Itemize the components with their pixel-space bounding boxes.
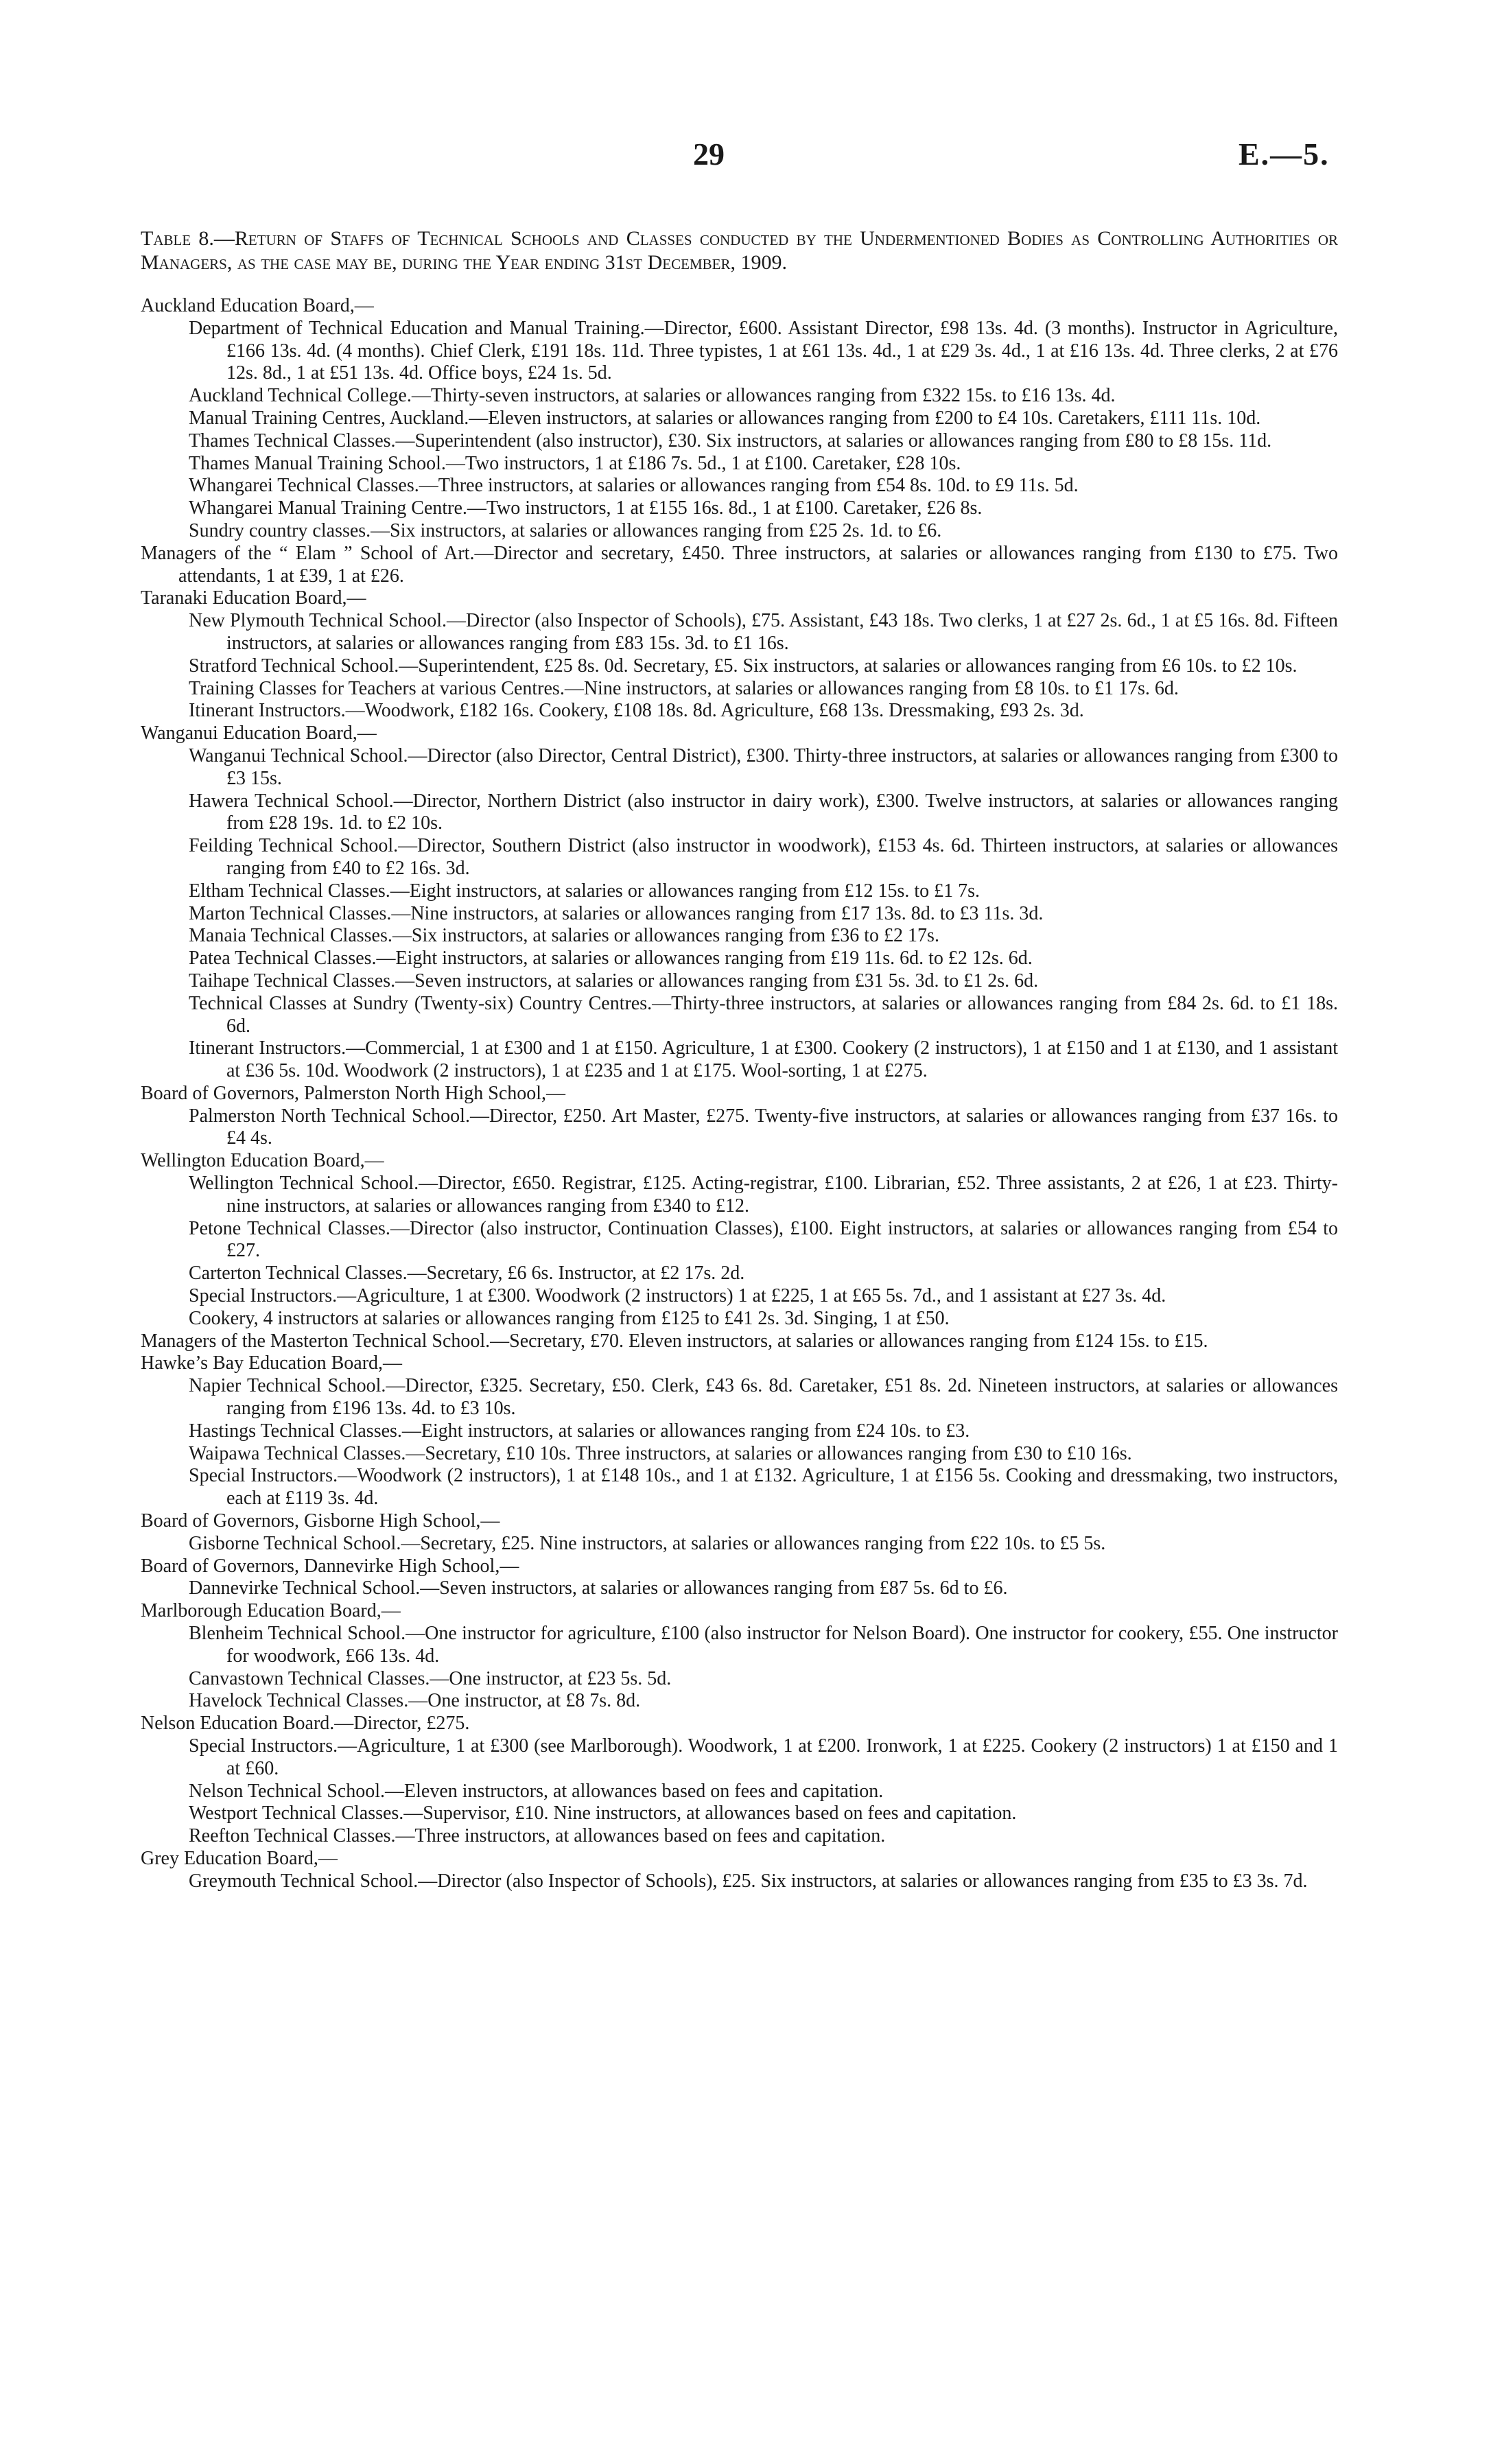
- authority-heading: Grey Education Board,—: [141, 1847, 338, 1869]
- school-entry: Patea Technical Classes.—Eight instructors, at salaries or allowances ranging from £19 11s. 6d. to £2 12s. 6d.: [189, 948, 1033, 970]
- document-body: [141, 226, 1338, 1893]
- school-entry: Nelson Technical School.—Eleven instructors, at allowances based on fees and capitation.: [189, 1780, 884, 1802]
- school-entry: Itinerant Instructors.—Woodwork, £182 16s. Cookery, £108 18s. 8d. Agriculture, £68 13s. Dressmaking, £93 2s. 3d.: [189, 700, 1084, 722]
- school-entry: New Plymouth Technical School.—Director (also Inspector of Schools), £75. Assistant, £43 18s. Two clerks, 1 at £27 2s. 6d., 1 at £5 16s. 8d. Fifteen instructors, at salaries or allowances ranging from £83 15s. 3d. to £1 16s.: [189, 610, 1338, 654]
- authority-heading: Wellington Education Board,—: [141, 1150, 384, 1172]
- document-code: E.—5.: [1238, 137, 1330, 172]
- school-entry: Thames Technical Classes.—Superintendent (also instructor), £30. Six instructors, at salaries or allowances ranging from £80 to £8 15s. 11d.: [189, 430, 1272, 451]
- school-entry: Technical Classes at Sundry (Twenty-six) Country Centres.—Thirty-three instructors, at salaries or allowances ranging from £84 2s. 6d. to £1 18s. 6d.: [189, 992, 1338, 1037]
- school-entry: Blenheim Technical School.—One instructor for agriculture, £100 (also instructor for Nelson Board). One instructor for cookery, £55. One instructor for woodwork, £66 13s. 4d.: [189, 1623, 1338, 1667]
- school-entry: Department of Technical Education and Manual Training.—Director, £600. Assistant Director, £98 13s. 4d. (3 months). Instructor in Agriculture, £166 13s. 4d. (4 months). Chief Clerk, £191 18s. 11d. Three typistes, 1 at £61 13s. 4d., 1 at £29 3s. 4d., 1 at £16 13s. 4d. Three clerks, 2 at £76 12s. 8d., 1 at £51 13s. 4d. Office boys, £24 1s. 5d.: [189, 317, 1338, 384]
- school-entry: Reefton Technical Classes.—Three instructors, at allowances based on fees and capitation.: [189, 1825, 886, 1847]
- school-entry: Special Instructors.—Agriculture, 1 at £300 (see Marlborough). Woodwork, 1 at £200. Ironwork, 1 at £225. Cookery (2 instructors) 1 at £150 and 1 at £60.: [189, 1735, 1338, 1779]
- authority-heading: Managers of the Masterton Technical School.—Secretary, £70. Eleven instructors, at salaries or allowances ranging from £124 15s. to £15.: [141, 1330, 1208, 1352]
- authority-heading: Board of Governors, Dannevirke High School,—: [141, 1555, 519, 1577]
- school-entry: Stratford Technical School.—Superintendent, £25 8s. 0d. Secretary, £5. Six instructors, at salaries or allowances ranging from £6 10s. to £2 10s.: [189, 655, 1298, 677]
- school-entry: Canvastown Technical Classes.—One instructor, at £23 5s. 5d.: [189, 1667, 672, 1689]
- school-entry: Taihape Technical Classes.—Seven instructors, at salaries or allowances ranging from £31 5s. 3d. to £1 2s. 6d.: [189, 970, 1039, 992]
- school-entry: Special Instructors.—Agriculture, 1 at £300. Woodwork (2 instructors) 1 at £225, 1 at £65 5s. 7d., and 1 assistant at £27 3s. 4d.: [189, 1285, 1166, 1307]
- school-entry: Feilding Technical School.—Director, Southern District (also instructor in woodwork), £153 4s. 6d. Thirteen instructors, at salaries or allowances ranging from £40 to £2 16s. 3d.: [189, 835, 1338, 879]
- school-entry: Waipawa Technical Classes.—Secretary, £10 10s. Three instructors, at salaries or allowances ranging from £30 to £10 16s.: [189, 1442, 1132, 1464]
- school-entry: Carterton Technical Classes.—Secretary, £6 6s. Instructor, at £2 17s. 2d.: [189, 1263, 745, 1284]
- authority-heading: Wanganui Education Board,—: [141, 723, 377, 744]
- authority-heading: Marlborough Education Board,—: [141, 1600, 401, 1622]
- school-entry: Manaia Technical Classes.—Six instructors, at salaries or allowances ranging from £36 to £2 17s.: [189, 925, 939, 947]
- page-number: 29: [693, 137, 725, 172]
- school-entry: Hastings Technical Classes.—Eight instructors, at salaries or allowances ranging from £24 10s. to £3.: [189, 1420, 970, 1442]
- school-entry: Special Instructors.—Woodwork (2 instructors), 1 at £148 10s., and 1 at £132. Agriculture, 1 at £156 5s. Cooking and dressmaking, two instructors, each at £119 3s. 4d.: [189, 1465, 1338, 1510]
- school-entry: Wellington Technical School.—Director, £650. Registrar, £125. Acting-registrar, £100. Librarian, £52. Three assistants, 2 at £26, 1 at £23. Thirty-nine instructors, at salaries or allowances ranging from £340 to £12.: [189, 1173, 1338, 1217]
- school-entry: Sundry country classes.—Six instructors, at salaries or allowances ranging from £25 2s. 1d. to £6.: [189, 519, 942, 541]
- authority-heading: Auckland Education Board,—: [141, 295, 374, 316]
- authority-heading: Managers of the “ Elam ” School of Art.—Director and secretary, £450. Three instructors, at salaries or allowances ranging from £130 to £75. Two attendants, 1 at £39, 1 at £26.: [141, 542, 1338, 587]
- school-entry: Petone Technical Classes.—Director (also instructor, Continuation Classes), £100. Eight instructors, at salaries or allowances ranging from £54 to £27.: [189, 1217, 1338, 1262]
- school-entry: Auckland Technical College.—Thirty-seven instructors, at salaries or allowances ranging from £322 15s. to £16 13s. 4d.: [189, 385, 1116, 407]
- school-entry: Marton Technical Classes.—Nine instructors, at salaries or allowances ranging from £17 13s. 8d. to £3 11s. 3d.: [189, 902, 1044, 924]
- authority-heading: Hawke’s Bay Education Board,—: [141, 1352, 403, 1374]
- school-entry: Training Classes for Teachers at various Centres.—Nine instructors, at salaries or allowances ranging from £8 10s. to £1 17s. 6d.: [189, 677, 1179, 699]
- school-entry: Dannevirke Technical School.—Seven instructors, at salaries or allowances ranging from £87 5s. 6d to £6.: [189, 1577, 1008, 1599]
- school-entry: Wanganui Technical School.—Director (also Director, Central District), £300. Thirty-three instructors, at salaries or allowances ranging from £300 to £3 15s.: [189, 744, 1338, 789]
- entries-list: [141, 295, 1338, 1893]
- table-title: Table 8.—Return of Staffs of Technical Schools and Classes conducted by the Undermentioned Bodies as Controlling Authorities or Managers, as the case may be, during the Year ending 31st December, 1909.: [141, 227, 1338, 274]
- school-entry: Napier Technical School.—Director, £325. Secretary, £50. Clerk, £43 6s. 8d. Caretaker, £51 8s. 2d. Nineteen instructors, at salaries or allowances ranging from £196 13s. 4d. to £3 10s.: [189, 1375, 1338, 1420]
- authority-heading: Board of Governors, Gisborne High School,—: [141, 1510, 500, 1532]
- school-entry: Thames Manual Training School.—Two instructors, 1 at £186 7s. 5d., 1 at £100. Caretaker, £28 10s.: [189, 452, 961, 474]
- school-entry: Palmerston North Technical School.—Director, £250. Art Master, £275. Twenty-five instructors, at salaries or allowances ranging from £37 16s. to £4 4s.: [189, 1105, 1338, 1149]
- school-entry: Greymouth Technical School.—Director (also Inspector of Schools), £25. Six instructors, at salaries or allowances ranging from £35 to £3 3s. 7d.: [189, 1870, 1308, 1892]
- school-entry: Manual Training Centres, Auckland.—Eleven instructors, at salaries or allowances ranging from £200 to £4 10s. Caretakers, £111 11s. 10d.: [189, 407, 1261, 429]
- school-entry: Gisborne Technical School.—Secretary, £25. Nine instructors, at salaries or allowances ranging from £22 10s. to £5 5s.: [189, 1532, 1106, 1554]
- school-entry: Westport Technical Classes.—Supervisor, £10. Nine instructors, at allowances based on fees and capitation.: [189, 1803, 1017, 1824]
- school-entry: Cookery, 4 instructors at salaries or allowances ranging from £125 to £41 2s. 3d. Singing, 1 at £50.: [189, 1307, 950, 1329]
- school-entry: Itinerant Instructors.—Commercial, 1 at £300 and 1 at £150. Agriculture, 1 at £300. Cookery (2 instructors), 1 at £150 and 1 at £130, and 1 assistant at £36 5s. 10d. Woodwork (2 instructors), 1 at £235 and 1 at £175. Wool-sorting, 1 at £275.: [189, 1037, 1338, 1082]
- authority-heading: Board of Governors, Palmerston North High School,—: [141, 1082, 566, 1104]
- school-entry: Whangarei Technical Classes.—Three instructors, at salaries or allowances ranging from £54 8s. 10d. to £9 11s. 5d.: [189, 475, 1079, 497]
- school-entry: Eltham Technical Classes.—Eight instructors, at salaries or allowances ranging from £12 15s. to £1 7s.: [189, 880, 981, 902]
- school-entry: Havelock Technical Classes.—One instructor, at £8 7s. 8d.: [189, 1690, 641, 1712]
- authority-heading: Taranaki Education Board,—: [141, 587, 366, 609]
- school-entry: Whangarei Manual Training Centre.—Two instructors, 1 at £155 16s. 8d., 1 at £100. Caretaker, £26 8s.: [189, 497, 983, 519]
- authority-heading: Nelson Education Board.—Director, £275.: [141, 1713, 470, 1735]
- school-entry: Hawera Technical School.—Director, Northern District (also instructor in dairy work), £300. Twelve instructors, at salaries or allowances ranging from £28 19s. 1d. to £2 10s.: [189, 790, 1338, 834]
